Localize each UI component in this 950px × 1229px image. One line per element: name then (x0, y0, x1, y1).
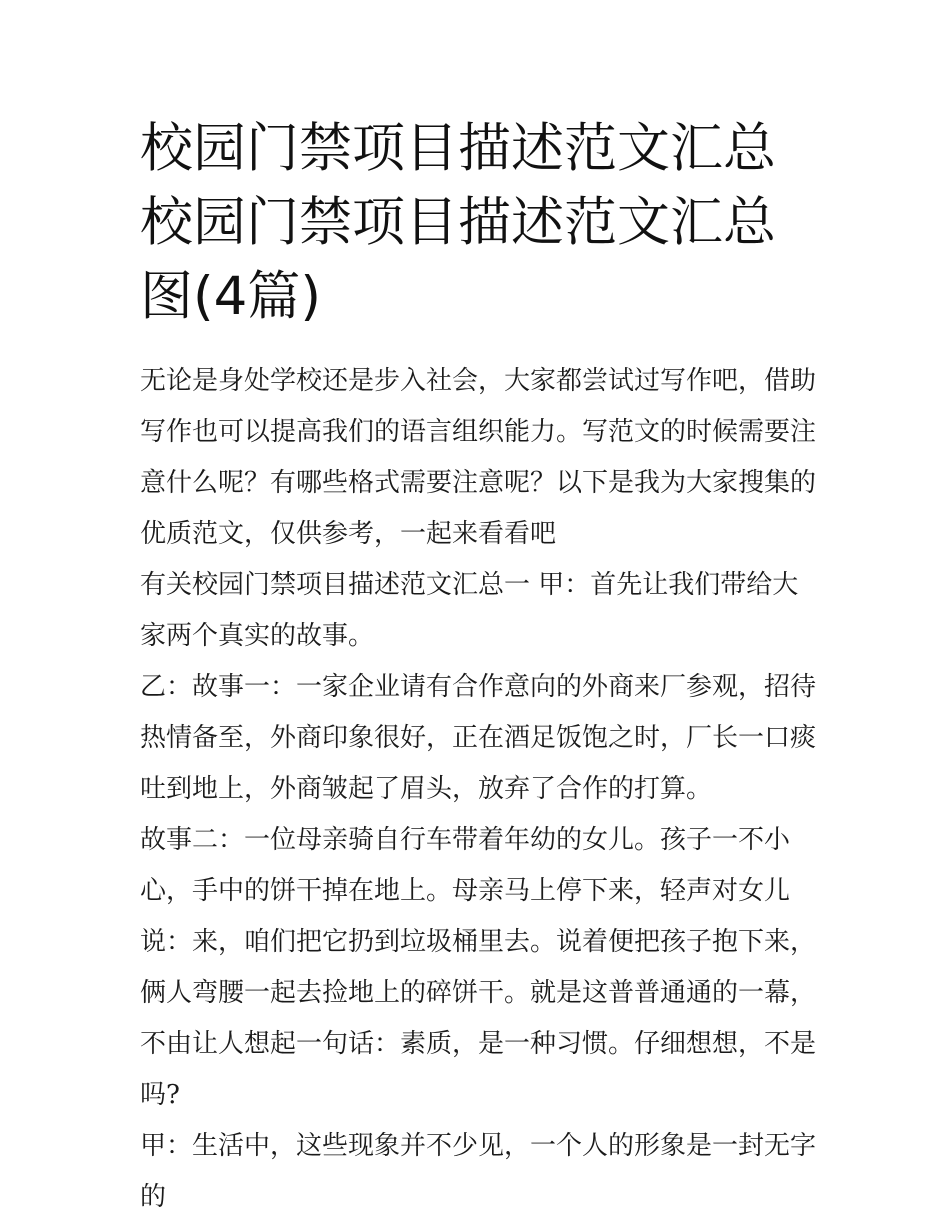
story-one-paragraph: 乙：故事一：一家企业请有合作意向的外商来厂参观，招待热情备至，外商印象很好，正在酒足饭饱之时，厂长一口痰吐到地上，外商皱起了眉头，放弃了合作的打算。 (140, 672, 817, 804)
story-two-paragraph: 故事二：一位母亲骑自行车带着年幼的女儿。孩子一不小心，手中的饼干掉在地上。母亲马上停下来，轻声对女儿说：来，咱们把它扔到垃圾桶里去。说着便把孩子抱下来，俩人弯腰一起去捡地上的碎饼干。就是这普普通通的一幕，不由让人想起一句话：素质，是一种习惯。仔细想想，不是吗? (140, 825, 817, 1110)
closing-paragraph: 甲：生活中，这些现象并不少见，一个人的形象是一封无字的 (140, 1131, 817, 1212)
document-title: 校园门禁项目描述范文汇总 校园门禁项目描述范文汇总图(4篇) (140, 118, 776, 327)
document-body (140, 356, 820, 1223)
intro-paragraph: 无论是身处学校还是步入社会，大家都尝试过写作吧，借助写作也可以提高我们的语言组织能力。写范文的时候需要注意什么呢？有哪些格式需要注意呢？以下是我为大家搜集的优质范文，仅供参考，一起来看看吧 (140, 366, 817, 549)
section-heading-paragraph: 有关校园门禁项目描述范文汇总一 甲：首先让我们带给大家两个真实的故事。 (140, 570, 799, 651)
